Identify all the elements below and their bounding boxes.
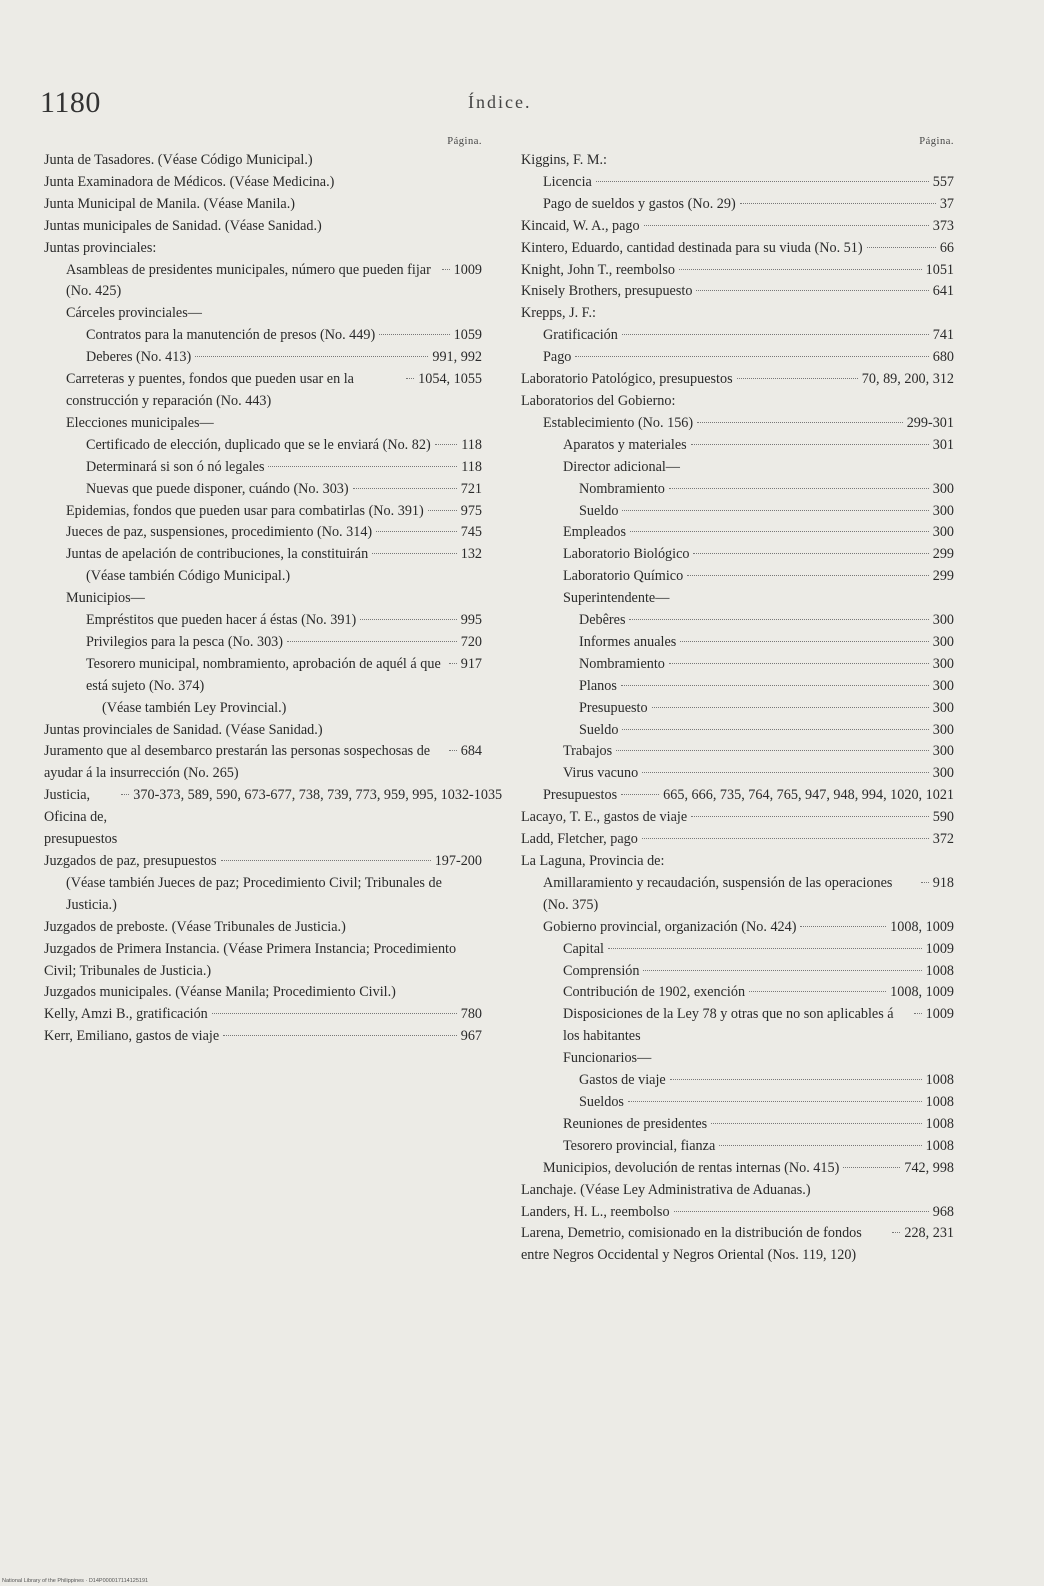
index-entry-page: 1054, 1055 bbox=[418, 371, 482, 388]
index-entry bbox=[521, 873, 954, 917]
index-entry bbox=[44, 939, 482, 983]
leader-dots bbox=[449, 663, 457, 664]
index-entry-text: Pago bbox=[543, 349, 572, 366]
index-entry-text: (Véase también Ley Provincial.) bbox=[102, 699, 287, 716]
leader-dots bbox=[719, 1145, 921, 1146]
leader-dots bbox=[608, 948, 922, 949]
index-entry-page: 917 bbox=[460, 655, 482, 672]
index-entry-page: 300 bbox=[932, 743, 954, 760]
index-entry-page: 741 bbox=[932, 327, 954, 344]
leader-dots bbox=[697, 422, 903, 423]
index-entry-text: Sueldo bbox=[579, 502, 619, 519]
index-entry-page: 1059 bbox=[453, 327, 482, 344]
index-entry bbox=[44, 588, 482, 610]
index-entry-text: Jueces de paz, suspensiones, procedimiento (No. 314) bbox=[66, 524, 373, 541]
index-entry-page: 680 bbox=[932, 349, 954, 366]
index-entry-page: 228, 231 bbox=[904, 1225, 954, 1242]
index-entry-text: Certificado de elección, duplicado que se le enviará (No. 82) bbox=[86, 436, 431, 453]
leader-dots bbox=[379, 334, 449, 335]
index-entry bbox=[521, 917, 954, 939]
index-entry-text: Kiggins, F. M.: bbox=[521, 152, 607, 168]
index-entry bbox=[44, 303, 482, 325]
index-entry-text: Knight, John T., reembolso bbox=[521, 261, 675, 278]
index-entry-page: 641 bbox=[932, 283, 954, 300]
index-entry-text: Presupuesto bbox=[579, 699, 648, 716]
leader-dots bbox=[680, 641, 928, 642]
index-entry-text: Tesorero municipal, nombramiento, aprobación de aquél á que está sujeto (No. 374) bbox=[86, 655, 441, 694]
index-entry bbox=[521, 347, 954, 369]
index-entry-page: 300 bbox=[932, 677, 954, 694]
index-entry bbox=[521, 1223, 954, 1267]
index-entry bbox=[521, 413, 954, 435]
leader-dots bbox=[449, 750, 457, 751]
index-entry bbox=[44, 501, 482, 523]
index-entry-text: Nuevas que puede disponer, cuándo (No. 303) bbox=[86, 480, 349, 497]
index-entry-text: Gratificación bbox=[543, 327, 618, 344]
index-entry-text: Informes anuales bbox=[579, 633, 677, 650]
index-entry-page: 590 bbox=[932, 809, 954, 826]
index-entry bbox=[521, 150, 954, 172]
leader-dots bbox=[669, 663, 929, 664]
index-entry bbox=[44, 917, 482, 939]
index-entry-page: 299 bbox=[932, 568, 954, 585]
index-entry bbox=[521, 741, 954, 763]
index-entry-text: Presupuestos bbox=[543, 787, 618, 804]
column-header: Página. bbox=[919, 136, 954, 147]
index-entry bbox=[521, 501, 954, 523]
index-entry-text: Pago de sueldos y gastos (No. 29) bbox=[543, 195, 736, 212]
index-entry bbox=[521, 763, 954, 785]
index-entry bbox=[44, 347, 482, 369]
leader-dots bbox=[737, 378, 858, 379]
index-entry-text: Juntas provinciales: bbox=[44, 239, 157, 256]
index-entry-text: Capital bbox=[563, 940, 604, 957]
index-entry bbox=[521, 457, 954, 479]
index-entry-text: Reuniones de presidentes bbox=[563, 1115, 708, 1132]
index-entry-page: 370-373, 589, 590, 673-677, 738, 739, 773, 959, 995, 1032-1035 bbox=[133, 787, 503, 804]
index-entry bbox=[521, 369, 954, 391]
leader-dots bbox=[642, 772, 929, 773]
scan-footer: National Library of the Philippines · D14P000017114125191 bbox=[2, 1578, 149, 1584]
leader-dots bbox=[679, 269, 922, 270]
index-entry bbox=[521, 807, 954, 829]
index-entry-page: 1008 bbox=[925, 1072, 954, 1089]
index-entry-page: 118 bbox=[461, 458, 482, 475]
index-entry-text: Lanchaje. (Véase Ley Administrativa de Aduanas.) bbox=[521, 1181, 811, 1198]
index-entry bbox=[521, 391, 954, 413]
index-entry-text: Juntas de apelación de contribuciones, la constituirán bbox=[66, 546, 369, 563]
index-entry bbox=[44, 238, 482, 260]
index-entry-page: 1008, 1009 bbox=[890, 984, 954, 1001]
index-entry bbox=[44, 260, 482, 304]
index-entry bbox=[521, 1180, 954, 1202]
leader-dots bbox=[674, 1211, 929, 1212]
index-entry bbox=[44, 194, 482, 216]
index-entry bbox=[521, 588, 954, 610]
index-entry-text: Debêres bbox=[579, 612, 626, 629]
leader-dots bbox=[921, 882, 929, 883]
index-entry-page: 720 bbox=[460, 633, 482, 650]
leader-dots bbox=[223, 1035, 457, 1036]
index-entry bbox=[44, 369, 482, 413]
leader-dots bbox=[630, 531, 929, 532]
index-entry-text: Carreteras y puentes, fondos que pueden usar en la construcción y reparación (No. 443) bbox=[66, 371, 354, 409]
index-entry-text: Empréstitos que pueden hacer á éstas (No. 391) bbox=[86, 612, 357, 629]
index-entry-page: 745 bbox=[460, 524, 482, 541]
index-entry-text: Epidemias, fondos que pueden usar para combatirlas (No. 391) bbox=[66, 502, 424, 519]
index-entry-text: Kelly, Amzi B., gratificación bbox=[44, 1006, 208, 1023]
leader-dots bbox=[652, 707, 929, 708]
index-entry-page: 300 bbox=[932, 612, 954, 629]
index-entry-text: Junta Municipal de Manila. (Véase Manila.) bbox=[44, 195, 295, 212]
index-entry-page: 300 bbox=[932, 699, 954, 716]
leader-dots bbox=[221, 860, 431, 861]
leader-dots bbox=[711, 1123, 921, 1124]
leader-dots bbox=[621, 794, 659, 795]
index-entry-page: 372 bbox=[932, 831, 954, 848]
leader-dots bbox=[376, 531, 457, 532]
index-entry-page: 721 bbox=[460, 480, 482, 497]
index-entry-text: Nombramiento bbox=[579, 480, 665, 497]
index-entry-text: Comprensión bbox=[563, 962, 640, 979]
index-entry-text: Sueldo bbox=[579, 721, 619, 738]
index-entry-text: (Véase también Jueces de paz; Procedimiento Civil; Tribunales de Justicia.) bbox=[66, 874, 442, 913]
index-entry bbox=[44, 610, 482, 632]
leader-dots bbox=[287, 641, 457, 642]
index-entry-text: Empleados bbox=[563, 524, 627, 541]
index-entry bbox=[521, 632, 954, 654]
index-entry-text: Juzgados de paz, presupuestos bbox=[44, 853, 217, 869]
index-entry bbox=[44, 785, 503, 851]
index-entry-page: 1008, 1009 bbox=[890, 918, 954, 935]
index-entry-text: Aparatos y materiales bbox=[563, 436, 687, 453]
leader-dots bbox=[669, 488, 929, 489]
leader-dots bbox=[914, 1013, 922, 1014]
index-entry bbox=[521, 1114, 954, 1136]
index-entry-page: 299-301 bbox=[906, 414, 954, 431]
index-entry-page: 300 bbox=[932, 765, 954, 782]
index-entry-text: Asambleas de presidentes municipales, número que pueden fijar (No. 425) bbox=[66, 261, 431, 300]
index-entry-text: Laboratorio Biológico bbox=[563, 546, 690, 563]
index-entry-text: Juramento que al desembarco prestarán las personas sospechosas de ayudar á la insurrección (No. 265) bbox=[44, 743, 431, 782]
leader-dots bbox=[696, 290, 928, 291]
index-entry-page: 373 bbox=[932, 217, 954, 234]
index-entries-right bbox=[521, 150, 954, 1267]
leader-dots bbox=[691, 444, 929, 445]
index-entry bbox=[521, 325, 954, 347]
leader-dots bbox=[643, 970, 921, 971]
index-entry bbox=[521, 939, 954, 961]
index-entry-page: 300 bbox=[932, 480, 954, 497]
index-entry bbox=[521, 1004, 954, 1048]
index-entry-text: Municipios— bbox=[66, 590, 145, 607]
leader-dots bbox=[353, 488, 457, 489]
index-entry-page: 300 bbox=[932, 721, 954, 738]
index-entry-page: 301 bbox=[932, 436, 954, 453]
leader-dots bbox=[800, 926, 886, 927]
index-entry-text: Cárceles provinciales— bbox=[66, 305, 202, 322]
index-entry bbox=[44, 435, 482, 457]
index-entry-page: 1009 bbox=[453, 261, 482, 278]
index-entry-text: Gastos de viaje bbox=[579, 1072, 666, 1089]
index-entry-text: Juzgados municipales. (Véanse Manila; Procedimiento Civil.) bbox=[44, 984, 396, 1001]
leader-dots bbox=[596, 181, 929, 182]
index-entry-page: 684 bbox=[460, 743, 482, 760]
index-entry bbox=[521, 303, 954, 325]
index-entry-page: 742, 998 bbox=[904, 1159, 954, 1176]
page-number: 1180 bbox=[40, 86, 101, 119]
leader-dots bbox=[629, 619, 928, 620]
leader-dots bbox=[121, 794, 129, 795]
index-entry-text: Juntas municipales de Sanidad. (Véase Sanidad.) bbox=[44, 217, 322, 234]
leader-dots bbox=[622, 334, 929, 335]
index-entry-text: Contribución de 1902, exención bbox=[563, 984, 746, 1001]
leader-dots bbox=[644, 225, 929, 226]
index-entry bbox=[44, 720, 482, 742]
index-entry-text: Kintero, Eduardo, cantidad destinada para su viuda (No. 51) bbox=[521, 239, 863, 256]
index-entry-page: 995 bbox=[460, 612, 482, 629]
index-entry-page: 557 bbox=[932, 173, 954, 190]
index-entry bbox=[521, 544, 954, 566]
index-entry bbox=[521, 1070, 954, 1092]
index-entry bbox=[521, 566, 954, 588]
index-entry bbox=[44, 172, 482, 194]
index-entry bbox=[521, 785, 954, 807]
leader-dots bbox=[740, 203, 936, 204]
index-entry-page: 1051 bbox=[925, 261, 954, 278]
index-entry-page: 1009 bbox=[925, 940, 954, 957]
index-entry-page: 967 bbox=[460, 1028, 482, 1045]
index-entry-text: Elecciones municipales— bbox=[66, 414, 214, 431]
index-entry-text: Ladd, Fletcher, pago bbox=[521, 831, 638, 848]
leader-dots bbox=[435, 444, 458, 445]
leader-dots bbox=[616, 750, 929, 751]
index-entry bbox=[521, 435, 954, 457]
index-entry bbox=[44, 1026, 482, 1048]
index-entry bbox=[44, 698, 482, 720]
leader-dots bbox=[867, 247, 936, 248]
index-entry-text: Amillaramiento y recaudación, suspensión de las operaciones (No. 375) bbox=[543, 874, 893, 913]
index-entry bbox=[521, 522, 954, 544]
index-entry-text: Laboratorio Químico bbox=[563, 568, 684, 585]
index-entry bbox=[521, 172, 954, 194]
index-entry-text: Juzgados de preboste. (Véase Tribunales de Justicia.) bbox=[44, 918, 346, 935]
leader-dots bbox=[575, 356, 928, 357]
index-entry-page: 300 bbox=[932, 502, 954, 519]
index-column-left bbox=[44, 134, 503, 1048]
index-entry-text: Lacayo, T. E., gastos de viaje bbox=[521, 809, 688, 826]
index-entry bbox=[44, 1004, 482, 1026]
index-entry-text: Laboratorios del Gobierno: bbox=[521, 392, 676, 409]
index-entries-left bbox=[44, 150, 503, 1048]
index-entry-text: Planos bbox=[579, 677, 617, 694]
index-entry bbox=[521, 1202, 954, 1224]
index-entry-text: Landers, H. L., reembolso bbox=[521, 1203, 670, 1220]
index-entry bbox=[521, 654, 954, 676]
index-entry-page: 197-200 bbox=[434, 853, 482, 869]
index-entry-text: Junta Examinadora de Médicos. (Véase Medicina.) bbox=[44, 173, 335, 190]
index-entry bbox=[521, 260, 954, 282]
leader-dots bbox=[687, 575, 929, 576]
column-header: Página. bbox=[447, 136, 482, 147]
index-entry-page: 918 bbox=[932, 874, 954, 891]
index-entry-text: Kerr, Emiliano, gastos de viaje bbox=[44, 1028, 220, 1045]
index-entry-text: Junta de Tasadores. (Véase Código Municipal.) bbox=[44, 152, 313, 168]
index-entry-text: (Véase también Código Municipal.) bbox=[86, 568, 291, 585]
index-entry bbox=[521, 720, 954, 742]
index-entry-page: 66 bbox=[939, 239, 954, 256]
leader-dots bbox=[642, 838, 929, 839]
index-entry-text: Sueldos bbox=[579, 1093, 624, 1110]
index-entry-page: 300 bbox=[932, 655, 954, 672]
index-entry-page: 665, 666, 735, 764, 765, 947, 948, 994, 1020, 1021 bbox=[663, 787, 954, 804]
index-entry-text: Knisely Brothers, presupuesto bbox=[521, 283, 693, 300]
index-entry bbox=[521, 1092, 954, 1114]
leader-dots bbox=[691, 816, 929, 817]
leader-dots bbox=[622, 510, 928, 511]
leader-dots bbox=[212, 1013, 457, 1014]
index-entry bbox=[44, 216, 482, 238]
index-entry bbox=[44, 413, 482, 435]
index-entry bbox=[521, 1136, 954, 1158]
index-column-right bbox=[521, 134, 954, 1267]
index-entry bbox=[44, 522, 482, 544]
leader-dots bbox=[749, 991, 886, 992]
index-entry-text: Kincaid, W. A., pago bbox=[521, 217, 640, 234]
index-entry-text: Deberes (No. 413) bbox=[86, 349, 192, 366]
index-entry-text: Municipios, devolución de rentas internas (No. 415) bbox=[543, 1159, 840, 1176]
index-entry-page: 780 bbox=[460, 1006, 482, 1023]
leader-dots bbox=[843, 1167, 900, 1168]
index-entry bbox=[521, 698, 954, 720]
index-entry bbox=[521, 676, 954, 698]
index-entry bbox=[44, 325, 482, 347]
index-entry-text: Licencia bbox=[543, 173, 592, 190]
index-entry-page: 300 bbox=[932, 633, 954, 650]
index-entry-text: Director adicional— bbox=[563, 458, 680, 475]
index-entry-page: 1008 bbox=[925, 1093, 954, 1110]
index-entry bbox=[44, 457, 482, 479]
leader-dots bbox=[670, 1079, 922, 1080]
index-entry bbox=[44, 544, 482, 566]
index-entry-page: 975 bbox=[460, 502, 482, 519]
index-entry bbox=[521, 194, 954, 216]
leader-dots bbox=[428, 510, 457, 511]
index-entry bbox=[521, 982, 954, 1004]
index-entry bbox=[521, 829, 954, 851]
index-entry-text: Determinará si son ó nó legales bbox=[86, 458, 265, 475]
index-entry-page: 1008 bbox=[925, 962, 954, 979]
index-entry bbox=[44, 741, 482, 785]
index-entry bbox=[521, 216, 954, 238]
index-entry-text: Juntas provinciales de Sanidad. (Véase Sanidad.) bbox=[44, 721, 323, 738]
index-entry-text: Contratos para la manutención de presos (No. 449) bbox=[86, 327, 376, 344]
index-entry-text: Juzgados de Primera Instancia. (Véase Primera Instancia; Procedimiento Civil; Tribunales de Justicia.) bbox=[44, 940, 457, 979]
index-entry-text: Larena, Demetrio, comisionado en la distribución de fondos entre Negros Occidental y Negros Oriental (Nos. 119, 120) bbox=[521, 1225, 862, 1264]
index-entry bbox=[44, 654, 482, 698]
leader-dots bbox=[406, 378, 414, 379]
index-entry bbox=[521, 479, 954, 501]
index-entry-page: 70, 89, 200, 312 bbox=[861, 371, 954, 388]
index-entry-text: Establecimiento (No. 156) bbox=[543, 414, 694, 431]
index-entry bbox=[44, 851, 482, 873]
leader-dots bbox=[372, 553, 457, 554]
index-entry bbox=[521, 281, 954, 303]
index-entry-page: 299 bbox=[932, 546, 954, 563]
index-entry bbox=[44, 479, 482, 501]
index-entry bbox=[521, 961, 954, 983]
index-entry-page: 968 bbox=[932, 1203, 954, 1220]
index-entry bbox=[521, 1048, 954, 1070]
leader-dots bbox=[360, 619, 456, 620]
index-entry-text: Gobierno provincial, organización (No. 424) bbox=[543, 918, 797, 935]
leader-dots bbox=[892, 1232, 900, 1233]
index-entry bbox=[44, 982, 482, 1004]
index-entry-page: 1009 bbox=[925, 1006, 954, 1023]
index-entry bbox=[521, 1158, 954, 1180]
leader-dots bbox=[693, 553, 928, 554]
index-entry bbox=[44, 150, 482, 172]
index-entry-text: Superintendente— bbox=[563, 590, 670, 607]
index-entry-text: Laboratorio Patológico, presupuestos bbox=[521, 371, 733, 388]
leader-dots bbox=[442, 269, 450, 270]
leader-dots bbox=[195, 356, 428, 357]
index-entry bbox=[521, 610, 954, 632]
leader-dots bbox=[268, 466, 457, 467]
index-entry-text: La Laguna, Provincia de: bbox=[521, 853, 665, 869]
index-entry-page: 37 bbox=[939, 195, 954, 212]
leader-dots bbox=[621, 685, 929, 686]
index-entry-page: 991, 992 bbox=[432, 349, 482, 366]
index-entry bbox=[44, 873, 482, 917]
index-entry-page: 300 bbox=[932, 524, 954, 541]
index-entry-page: 1008 bbox=[925, 1137, 954, 1154]
index-entry-text: Krepps, J. F.: bbox=[521, 305, 596, 322]
index-entry-page: 132 bbox=[460, 546, 482, 563]
index-entry-text: Funcionarios— bbox=[563, 1050, 652, 1067]
leader-dots bbox=[628, 1101, 922, 1102]
running-head: Índice. bbox=[468, 92, 532, 112]
leader-dots bbox=[622, 729, 928, 730]
index-entry-page: 1008 bbox=[925, 1115, 954, 1132]
index-entry-text: Nombramiento bbox=[579, 655, 665, 672]
index-entry-text: Tesorero provincial, fianza bbox=[563, 1137, 716, 1154]
index-entry bbox=[521, 238, 954, 260]
index-entry-text: Disposiciones de la Ley 78 y otras que no son aplicables á los habitantes bbox=[563, 1006, 894, 1045]
index-entry bbox=[44, 566, 482, 588]
index-entry-page: 118 bbox=[461, 436, 482, 453]
index-entry bbox=[44, 632, 482, 654]
index-entry-text: Justicia, Oficina de, presupuestos bbox=[44, 787, 118, 848]
index-entry-text: Virus vacuno bbox=[563, 765, 639, 782]
index-entry-text: Privilegios para la pesca (No. 303) bbox=[86, 633, 283, 650]
index-entry bbox=[521, 851, 954, 873]
index-entry-text: Trabajos bbox=[563, 743, 613, 760]
